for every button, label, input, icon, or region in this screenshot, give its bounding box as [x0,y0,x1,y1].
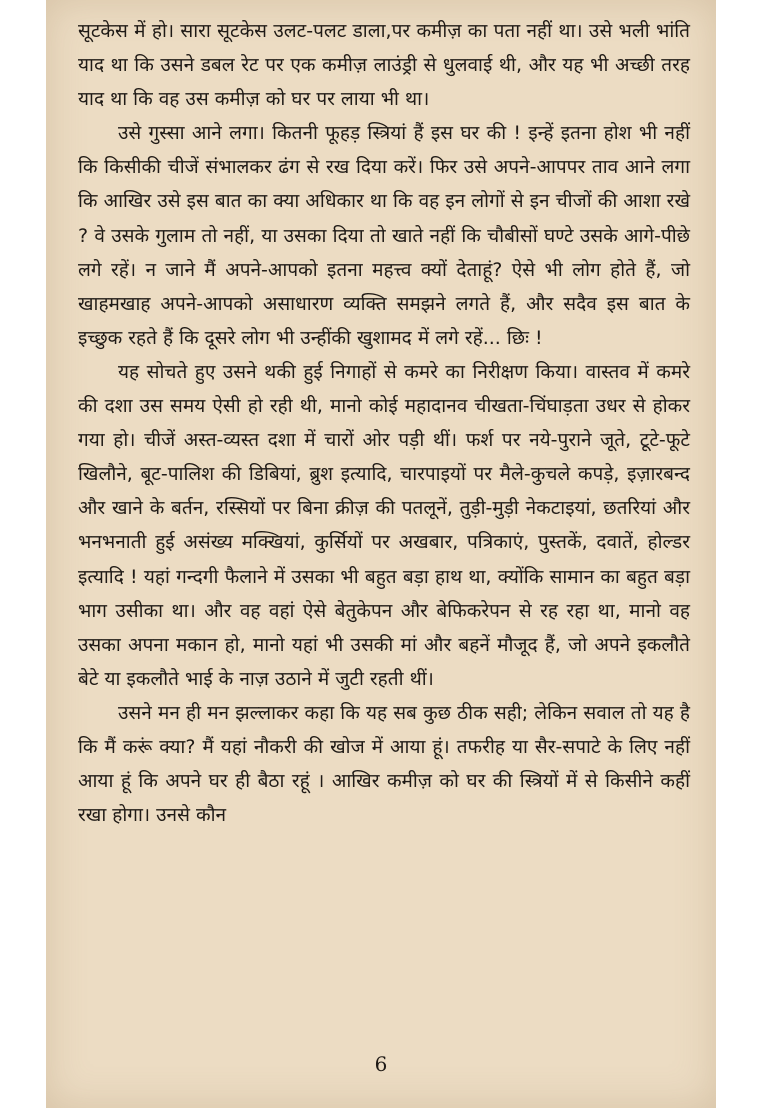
book-page [46,0,716,1108]
paragraph-2: उसे गुस्सा आने लगा। कितनी फूहड़ स्त्रियां हैं इस घर की ! इन्हें इतना होश भी नहीं कि किसीकी चीजें संभालकर ढंग से रख दिया करें। फिर उसे अपने-आपपर ताव आने लगा कि आखिर उसे इस बात का क्या अधिकार था कि वह इन लोगों से इन चीजों की आशा रखे ? वे उसके गुलाम तो नहीं, या उसका दिया तो खाते नहीं कि चौबीसों घण्टे उसके आगे-पीछे लगे रहें। न जाने मैं अपने-आपको इतना महत्त्व क्यों देताहूं? ऐसे भी लोग होते हैं, जो खाहमखाह अपने-आपको असाधारण व्यक्ति समझने लगते हैं, और सदैव इस बात के इच्छुक रहते हैं कि दूसरे लोग भी उन्हींकी खुशामद में लगे रहें... छिः ! [78,122,690,349]
paragraph-1: सूटकेस में हो। सारा सूटकेस उलट-पलट डाला,पर कमीज़ का पता नहीं था। उसे भली भांति याद था कि उसने डबल रेट पर एक कमीज़ लाउंड्री से धुलवाई थी, और यह भी अच्छी तरह याद था कि वह उस कमीज़ को घर पर लाया भी था। [78,20,690,111]
paragraph-3: यह सोचते हुए उसने थकी हुई निगाहों से कमरे का निरीक्षण किया। वास्तव में कमरे की दशा उस समय ऐसी हो रही थी, मानो कोई महादानव चीखता-चिंघाड़ता उधर से होकर गया हो। चीजें अस्त-व्यस्त दशा में चारों ओर पड़ी थीं। फर्श पर नये-पुराने जूते, टूटे-फूटे खिलौने, बूट-पालिश की डिबियां, ब्रुश इत्यादि, चारपाइयों पर मैले-कुचले कपड़े, इज़ारबन्द और खाने के बर्तन, रस्सियों पर बिना क्रीज़ की पतलूनें, तुड़ी-मुड़ी नेकटाइयां, छतरियां और भनभनाती हुई असंख्य मक्खियां, कुर्सियों पर अखबार, पत्रिकाएं, पुस्तकें, दवातें, होल्डर इत्यादि ! यहां गन्दगी फैलाने में उसका भी बहुत बड़ा हाथ था, क्योंकि सामान का बहुत बड़ा भाग उसीका था। और वह वहां ऐसे बेतुकेपन और बेफिकरेपन से रह रहा था, मानो वह उसका अपना मकान हो, मानो यहां भी उसकी मां और बहनें मौजूद हैं, जो अपने इकलौते बेटे या इकलौते भाई के नाज़ उठाने में जुटी रहती थीं। [78,360,690,690]
body-text [78,14,690,832]
paragraph-4: उसने मन ही मन झल्लाकर कहा कि यह सब कुछ ठीक सही; लेकिन सवाल तो यह है कि मैं करूं क्या? मैं यहां नौकरी की खोज में आया हूं। तफरीह या सैर-सपाटे के लिए नहीं आया हूं कि अपने घर ही बैठा रहूं । आखिर कमीज़ को घर की स्त्रियों में से किसीने कहीं रखा होगा। उनसे कौन [78,701,690,827]
page-number: 6 [374,1052,388,1076]
